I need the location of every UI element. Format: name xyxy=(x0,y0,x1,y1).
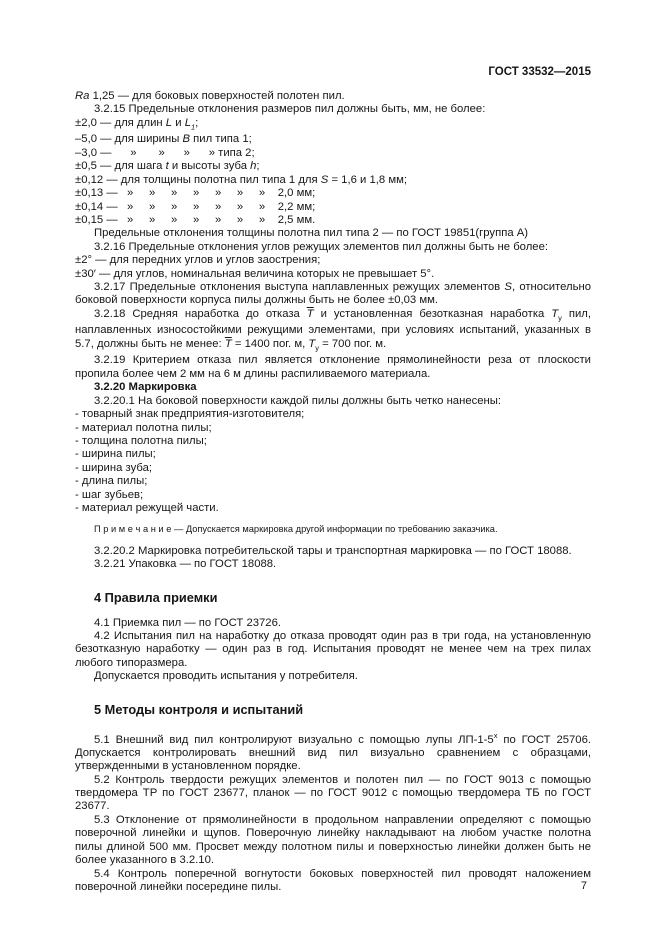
text-run: и высоты зуба xyxy=(168,160,251,173)
paragraph: ±2° — для передних углов и углов заострения; xyxy=(75,254,321,267)
text-run: по ГОСТ 25706. Допускается контролировать внешний вид пил визуально сравнением с образцами, утвержденными в установленном порядке. xyxy=(75,733,591,773)
paragraph: 4.2 Испытания пил на наработку до отказа проводят один раз в три года, на установленную безотказную наработку — один раз в год. Испытания проводят не менее чем на трех пилах любого типоразмера. xyxy=(75,630,591,669)
paragraph: –3,0 — » » » » типа 2; xyxy=(75,146,255,159)
paragraph: 5.4 Контроль поперечной вогнутости боковых поверхностей пил проводят наложением поверочной линейки посередине пилы. xyxy=(75,867,591,893)
paragraph: 3.2.20 Маркировка xyxy=(94,381,197,394)
text-run: , относительно боковой поверхности корпуса пилы должны быть не более ±0,03 мм. xyxy=(75,280,591,307)
paragraph: 4.1 Приемка пил — по ГОСТ 23726. xyxy=(94,616,281,629)
text-run: ±0,5 — для шага xyxy=(75,160,166,173)
text-run: = 1,6 и 1,8 мм; xyxy=(328,173,407,186)
text-run: ±0,12 — для толщины полотна пил типа 1 для xyxy=(75,173,321,186)
page-number: 7 xyxy=(580,880,587,892)
paragraph: - толщина полотна пилы; xyxy=(75,434,207,447)
paragraph: - длина пилы; xyxy=(75,475,148,488)
paragraph: 3.2.15 Предельные отклонения размеров пил должны быть, мм, не более: xyxy=(94,103,486,116)
paragraph xyxy=(75,281,591,308)
paragraph: ±0,13 — » » » » » » » 2,0 мм; xyxy=(75,187,316,200)
text-run: L xyxy=(165,116,173,129)
text-run: T xyxy=(551,307,559,320)
text-run: 3.2.18 Средняя наработка до отказа xyxy=(94,307,307,320)
paragraph: 5.3 Отклонение от прямолинейности в продольном направлении определяют с помощью поверочной линейки и щупов. Поверочную линейку накладывают на любом участке полотна пилы длиной 500 мм. Просвет между полотном пилы и поверхностью линейки должен быть не более указанного в 3.2.10. xyxy=(75,813,591,867)
text-run: у xyxy=(315,343,320,353)
paragraph: Предельные отклонения толщины полотна пил типа 2 — по ГОСТ 19851(группа А) xyxy=(94,227,529,240)
text-run: ±2,0 — для длин xyxy=(75,116,166,129)
text-run: B xyxy=(182,133,191,146)
paragraph xyxy=(75,308,591,355)
paragraph: 5.2 Контроль твердости режущих элементов и полотен пил — по ГОСТ 9013 с помощью твердомера ТР по ГОСТ 23677, планок — по ГОСТ 9012 с помощью твердомера ТБ по ГОСТ 23677. xyxy=(75,773,591,813)
text-run: = 700 пог. м. xyxy=(319,337,387,350)
text-run: ; xyxy=(195,116,199,129)
text-run: S xyxy=(320,173,329,186)
text-run: L xyxy=(184,116,191,129)
text-run: Ra xyxy=(75,90,90,102)
paragraph: 3.2.20.2 Маркировка потребительской тары и транспортная маркировка — по ГОСТ 18088. xyxy=(94,544,572,557)
text-run: х xyxy=(493,730,498,740)
paragraph: 3.2.21 Упаковка — по ГОСТ 18088. xyxy=(94,558,277,571)
text-run: 1 xyxy=(190,122,196,132)
paragraph: - ширина зуба; xyxy=(75,461,152,474)
text-run: у xyxy=(558,313,562,322)
doc-number: ГОСТ 33532—2015 xyxy=(488,66,591,78)
paragraph: П р и м е ч а н и е — Допускается маркировка другой информации по требованию заказчика. xyxy=(94,524,498,535)
text-run: = 1400 пог. м, xyxy=(231,337,309,350)
paragraph: - ширина пилы; xyxy=(75,448,156,461)
paragraph: 4 Правила приемки xyxy=(94,589,218,605)
paragraph: 3.2.20.1 На боковой поверхности каждой пилы должны быть четко нанесены: xyxy=(94,394,502,407)
paragraph xyxy=(75,117,591,134)
text-run: $\overline{T}$ xyxy=(224,337,232,350)
text-run: и установленная безотказная наработка xyxy=(313,307,552,320)
paragraph: ±0,15 — » » » » » » » 2,5 мм. xyxy=(75,213,316,226)
text-run: T xyxy=(308,337,316,350)
text-run: 3.2.17 Предельные отклонения выступа наплавленных режущих элементов xyxy=(94,280,505,293)
paragraph: - шаг зубьев; xyxy=(75,488,144,501)
text-run: S xyxy=(504,280,512,293)
paragraph xyxy=(75,174,591,187)
text-run: $\overline{T}$ xyxy=(306,307,314,320)
paragraph: 3.2.19 Критерием отказа пил является отклонение прямолинейности реза от плоскости пропила более чем 2 мм на 6 м длины распиливаемого материала. xyxy=(75,354,591,380)
text-run: 1,25 — для боковых поверхностей полотен пил. xyxy=(89,90,345,102)
paragraph xyxy=(75,90,591,103)
paragraph: Допускается проводить испытания у потребителя. xyxy=(94,670,358,683)
paragraph: - материал полотна пилы; xyxy=(75,421,212,434)
paragraph: ±30′ — для углов, номинальная величина которых не превышает 5°. xyxy=(75,267,435,280)
paragraph: ±0,14 — » » » » » » » 2,2 мм; xyxy=(75,200,316,213)
paragraph: - товарный знак предприятия-изготовителя; xyxy=(75,408,305,421)
text-run: и xyxy=(172,116,185,129)
text-run: t xyxy=(165,160,169,173)
document-body xyxy=(75,90,591,894)
text-run: 5.1 Внешний вид пил контролируют визуально с помощью лупы ЛП-1-5 xyxy=(94,733,494,746)
paragraph: - материал режущей части. xyxy=(75,501,219,514)
text-run: пил, наплавленных износостойкими режущими элементами, при условиях испытаний, указанных в 5.7, должны быть не менее: xyxy=(75,307,592,350)
text-run: ; xyxy=(256,160,260,173)
paragraph xyxy=(75,133,591,146)
paragraph xyxy=(75,729,591,774)
paragraph: 5 Методы контроля и испытаний xyxy=(94,701,304,717)
text-run: –5,0 — для ширины xyxy=(75,133,183,146)
text-run: пил типа 1; xyxy=(190,133,252,146)
text-run: h xyxy=(250,160,257,173)
paragraph: 3.2.16 Предельные отклонения углов режущих элементов пил должны быть не более: xyxy=(94,240,548,253)
paragraph xyxy=(75,160,591,173)
